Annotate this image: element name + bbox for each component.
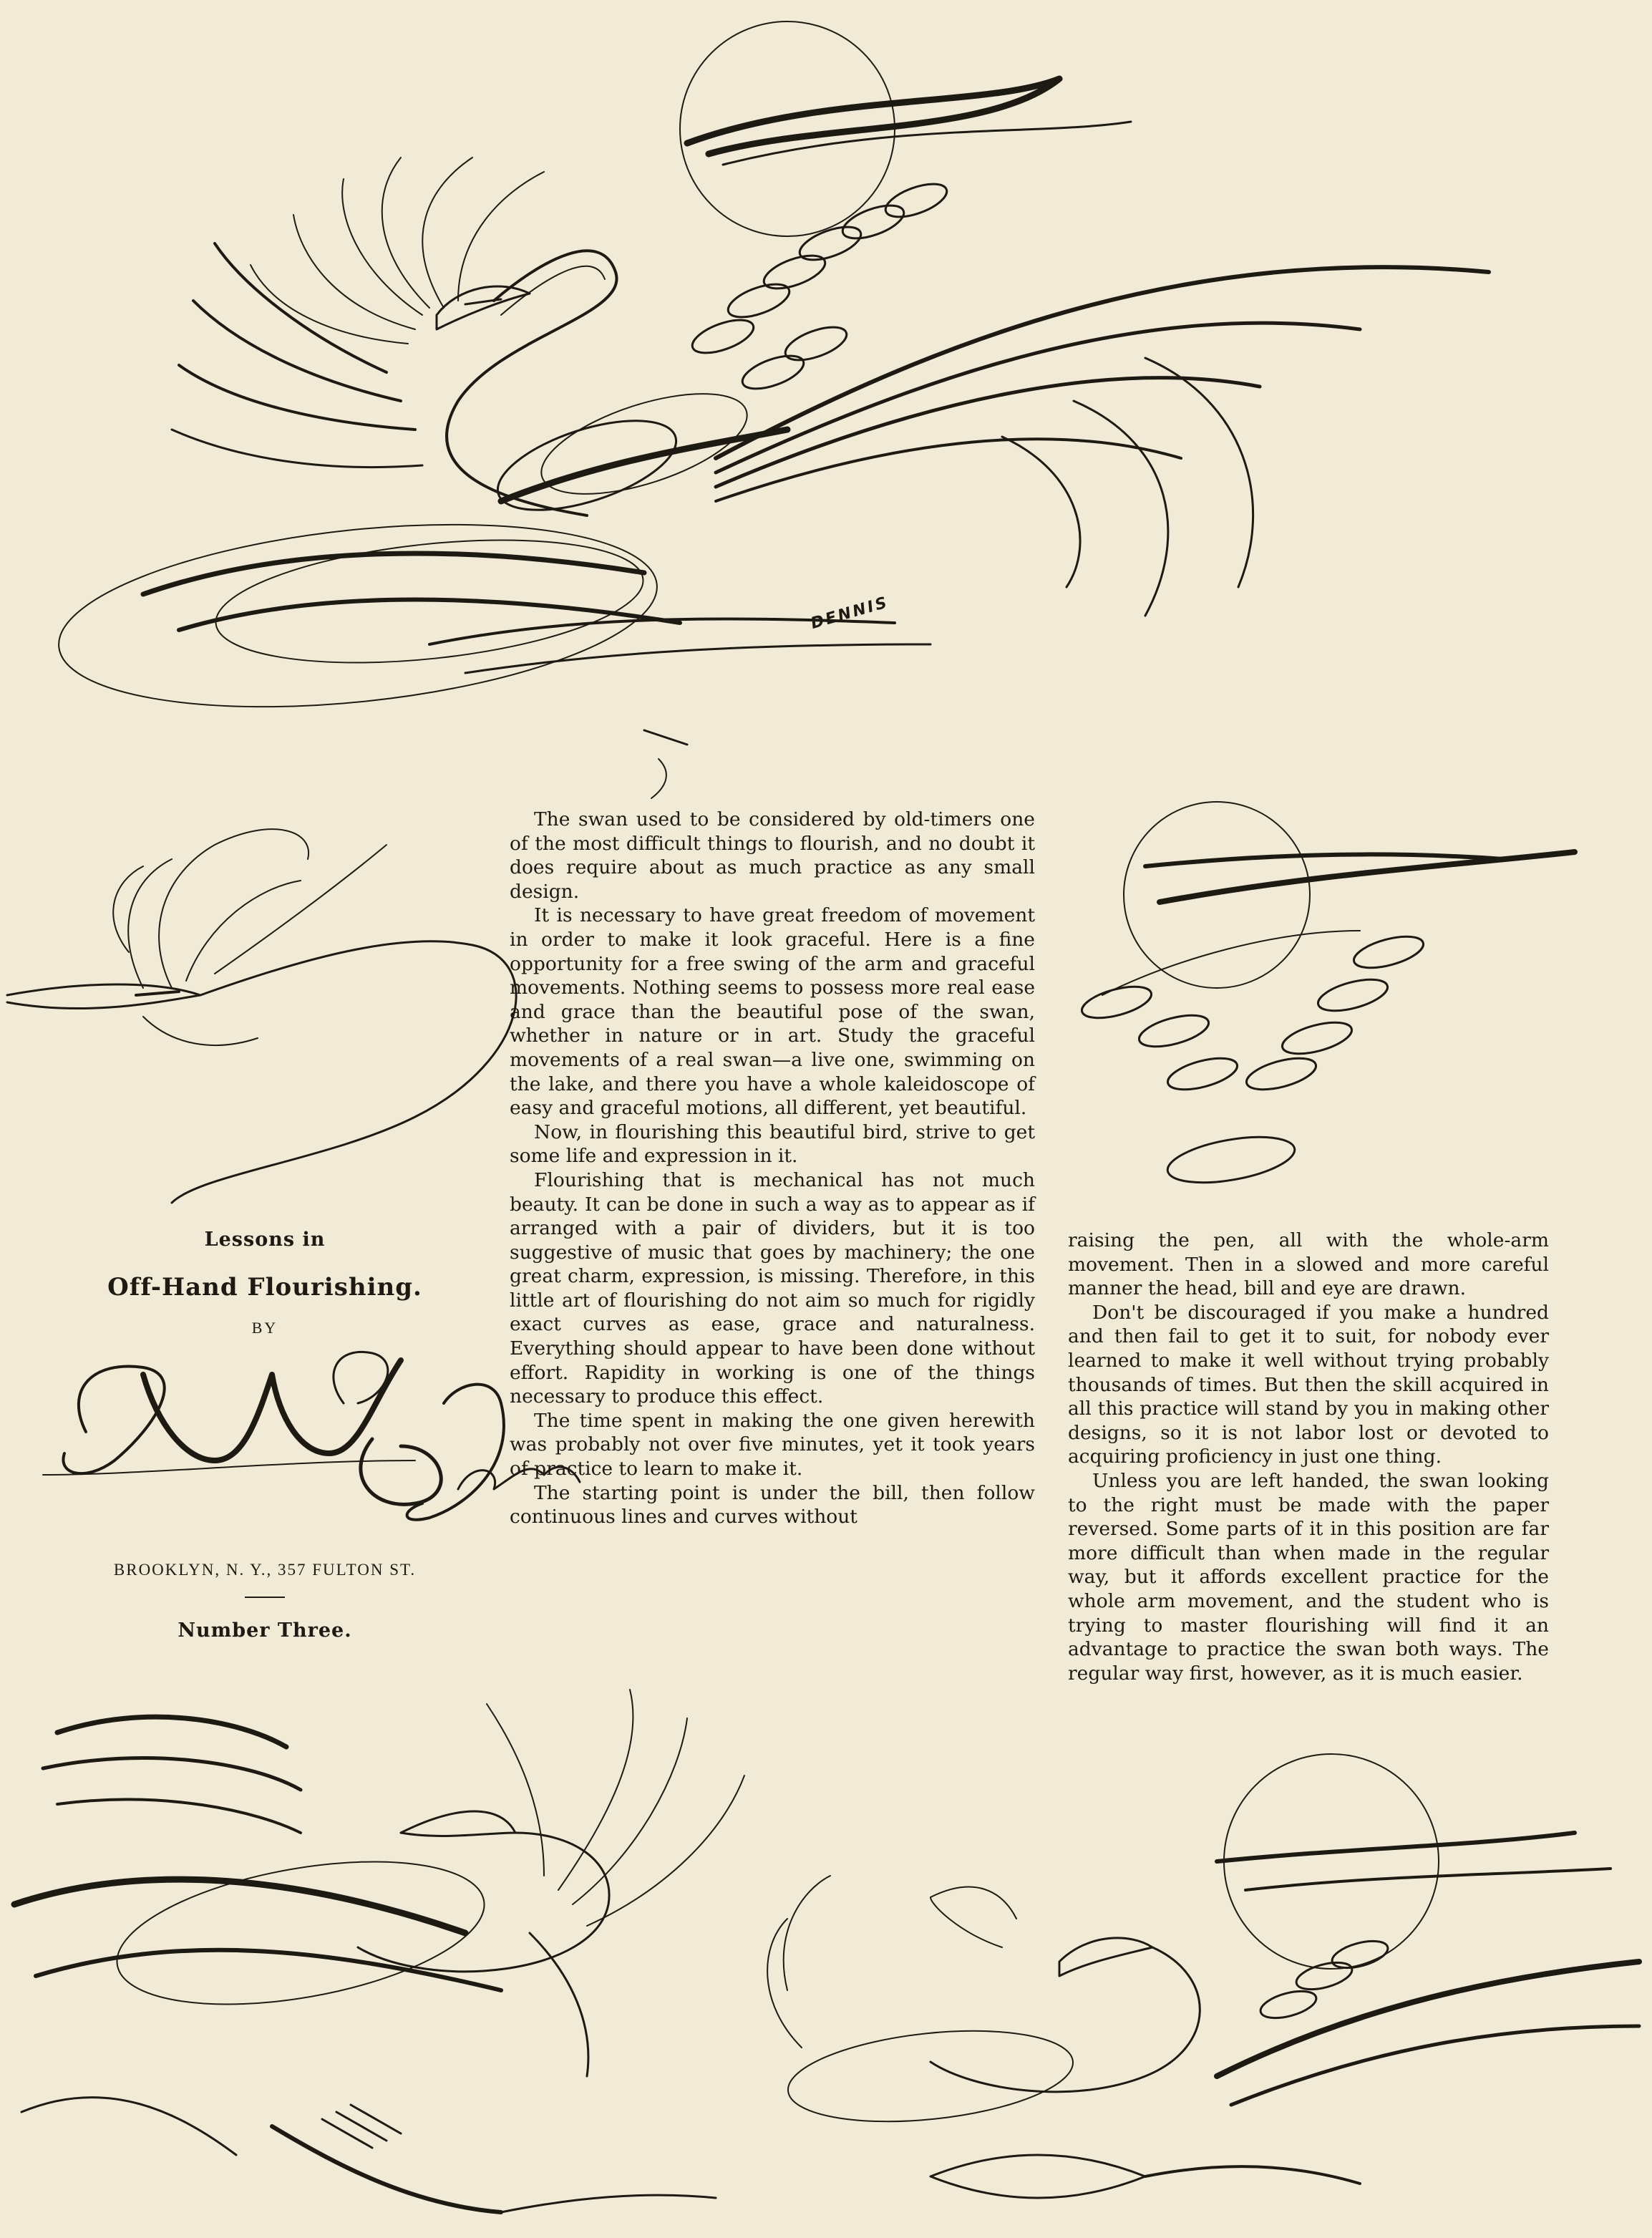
article-paragraph: Unless you are left handed, the swan looking to the right must be made with the paper reversed. Some parts of it in this position are far more difficult than when made in the regular way, but it affords excellent practice for the whole arm movement, and the student who is trying to master flourishing will find it an advantage to practice the swan both ways. The regular way first, however, as it is much easier. xyxy=(1068,1469,1549,1685)
article-paragraph: The swan used to be considered by old-timers one of the most difficult things to flourish, and no doubt it does require about as much practice as any small design. xyxy=(510,808,1035,903)
article-paragraph-continued: raising the pen, all with the whole-arm movement. Then in a slowed and more careful manner the head, bill and eye are drawn. xyxy=(1068,1229,1549,1300)
author-address: BROOKLYN, N. Y., 357 FULTON ST. xyxy=(113,1561,417,1579)
top-swan-flourish xyxy=(50,21,1489,798)
bottom-left-swan-flourish xyxy=(14,1690,744,2212)
article-paragraph: It is necessary to have great freedom of movement in order to make it look graceful. Here is a fine opportunity for a free swing of the arm and graceful movements. Nothing seems to possess more real ease and grace than the beautiful pose of the swan, whether in nature or in art. Study the graceful movements of a real swan—a live one, swimming on the lake, and there you have a whole kaleidoscope of easy and graceful motions, all different, yet beautiful. xyxy=(510,904,1035,1120)
article-paragraph: Now, in flourishing this beautiful bird, strive to get some life and expression in it. xyxy=(510,1120,1035,1168)
left-swan-head-flourish xyxy=(7,829,516,1203)
author-signature-text xyxy=(0,0,4,1)
lessons-kicker: Lessons in xyxy=(204,1229,326,1251)
author-signature-drawing xyxy=(43,1352,580,1519)
right-mid-flourish xyxy=(1079,802,1575,1191)
lesson-number: Number Three. xyxy=(178,1619,352,1642)
byline-by: BY xyxy=(251,1319,278,1337)
article-column-1 xyxy=(510,808,1035,1529)
top-swan-signature: DENNIS xyxy=(809,594,891,634)
bottom-right-swan-flourish xyxy=(767,1754,1639,2198)
article-paragraph: The time spent in making the one given herewith was probably not over five minutes, yet it took years of practice to learn to make it. xyxy=(510,1409,1035,1481)
article-paragraph: Flourishing that is mechanical has not much beauty. It can be done in such a way as to appear as if arranged with a pair of dividers, but it is too suggestive of music that goes by machinery; the one great charm, expression, is missing. Therefore, in this little art of flourishing do not aim so much for rigidly exact curves as ease, grace and naturalness. Everything should appear to have been done without effort. Rapidity in working is one of the things necessary to produce this effect. xyxy=(510,1168,1035,1408)
article-paragraph: The starting point is under the bill, then follow continuous lines and curves without xyxy=(510,1481,1035,1529)
article-paragraph: Don't be discouraged if you make a hundred and then fail to get it to suit, for nobody ever learned to make it well without trying probably thousands of times. But then the skill acquired in all this practice will stand by you in making other designs, so it is not labor lost or devoted to acquiring proficiency in just one thing. xyxy=(1068,1301,1549,1468)
title-divider xyxy=(245,1597,285,1598)
series-title: Off-Hand Flourishing. xyxy=(107,1273,422,1302)
article-column-2 xyxy=(1068,1229,1549,1685)
